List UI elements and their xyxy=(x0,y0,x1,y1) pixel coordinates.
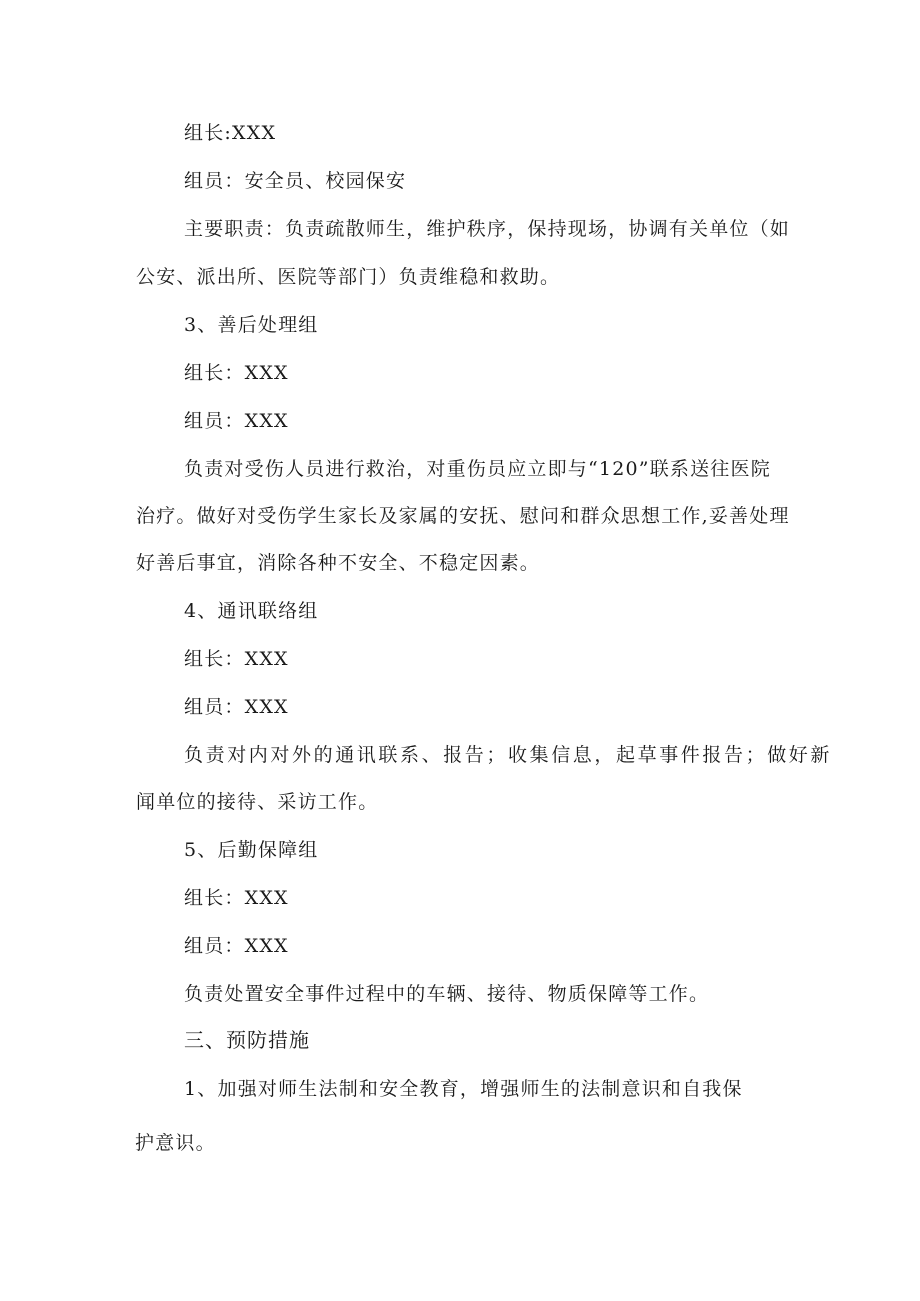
prevention-item1-line1: 1、加强对师生法制和安全教育，增强师生的法制意识和自我保 xyxy=(184,1078,743,1100)
prevention-item1-line2: 护意识。 xyxy=(135,1132,216,1154)
section-4-leader: 组长：XXX xyxy=(184,648,289,670)
section-4-title: 4、通讯联络组 xyxy=(184,600,319,622)
section-3-leader: 组长：XXX xyxy=(184,362,289,384)
prevention-heading: 三、预防措施 xyxy=(184,1028,310,1052)
section-2-duties-line2: 公安、派出所、医院等部门）负责维稳和救助。 xyxy=(136,266,561,288)
section-2-members: 组员：安全员、校园保安 xyxy=(184,170,407,192)
section-3-duties-line2: 治疗。做好对受伤学生家长及家属的安抚、慰问和群众思想工作,妥善处理 xyxy=(136,505,790,527)
section-5-title: 5、后勤保障组 xyxy=(184,839,319,861)
section-4-duties-line2: 闻单位的接待、采访工作。 xyxy=(136,791,379,813)
section-4-members: 组员：XXX xyxy=(184,696,289,718)
section-3-duties-line3: 好善后事宜，消除各种不安全、不稳定因素。 xyxy=(136,552,541,574)
section-2-duties-line1: 主要职责：负责疏散师生，维护秩序，保持现场，协调有关单位（如 xyxy=(184,218,791,240)
section-5-members: 组员：XXX xyxy=(184,935,289,957)
section-2-leader: 组长:XXX xyxy=(184,122,277,144)
section-5-leader: 组长：XXX xyxy=(184,887,289,909)
section-3-members: 组员：XXX xyxy=(184,410,289,432)
section-4-duties-line1: 负责对内对外的通讯联系、报告；收集信息，起草事件报告；做好新 xyxy=(184,744,833,766)
section-3-duties-line1: 负责对受伤人员进行救治，对重伤员应立即与“120”联系送往医院 xyxy=(184,458,771,480)
section-3-title: 3、善后处理组 xyxy=(184,314,319,336)
section-5-duties-line1: 负责处置安全事件过程中的车辆、接待、物质保障等工作。 xyxy=(184,983,710,1005)
